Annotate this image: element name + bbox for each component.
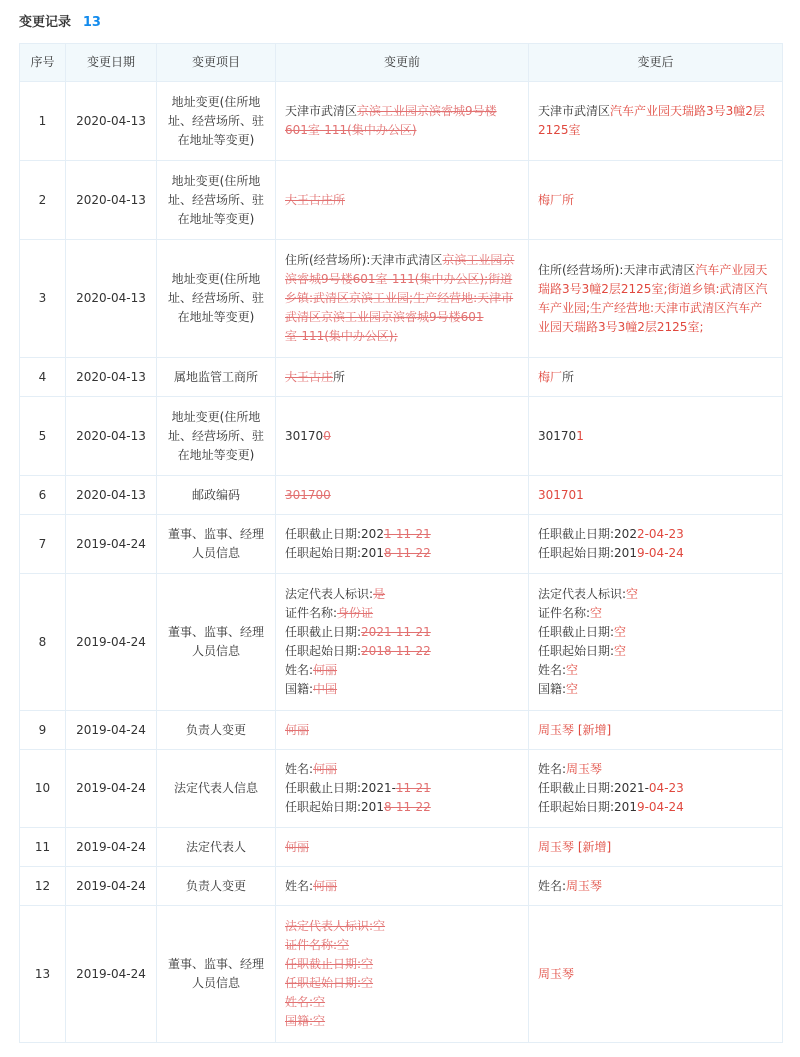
value-before	[276, 574, 529, 711]
table-row	[20, 358, 783, 397]
table-body	[20, 82, 783, 1043]
deleted-text: 0	[323, 428, 331, 443]
deleted-text: 何丽	[313, 878, 338, 893]
row-number: 4	[20, 358, 66, 397]
deleted-text: 何丽	[285, 722, 310, 737]
inserted-text: 空	[566, 663, 579, 677]
section-title: 变更记录	[19, 15, 72, 30]
after-line	[538, 642, 773, 661]
column-header-item: 变更项目	[157, 44, 276, 82]
unchanged-text: 姓名:	[285, 878, 314, 893]
deleted-text: 8-11-22	[383, 546, 431, 560]
value-after	[529, 574, 783, 711]
value-before	[276, 82, 529, 161]
before-line	[285, 544, 519, 563]
row-number: 11	[20, 828, 66, 867]
value-before	[276, 867, 529, 906]
unchanged-text: 天津市武清区	[285, 104, 358, 118]
inserted-text: 空	[614, 644, 627, 658]
before-line	[285, 623, 519, 642]
table-row	[20, 240, 783, 358]
unchanged-text: 证件名称:	[285, 606, 338, 620]
deleted-text: 2021-11-21	[361, 625, 431, 639]
value-after	[529, 867, 783, 906]
before-line	[285, 955, 519, 974]
before-line	[285, 191, 519, 210]
after-line	[538, 368, 773, 387]
value-after	[529, 711, 783, 750]
inserted-text: 空	[590, 606, 603, 620]
after-line	[538, 191, 773, 210]
unchanged-text: 任职截止日期:202	[285, 527, 384, 541]
value-after	[529, 397, 783, 476]
unchanged-text: 所	[333, 369, 346, 384]
before-line	[285, 838, 519, 857]
row-number: 6	[20, 476, 66, 515]
before-line	[285, 525, 519, 544]
before-line	[285, 604, 519, 623]
change-date: 2019-04-24	[66, 574, 157, 711]
unchanged-text: 法定代表人标识:	[538, 587, 627, 601]
unchanged-text: 30170	[538, 428, 577, 443]
change-date: 2019-04-24	[66, 867, 157, 906]
inserted-text: 301701	[538, 487, 584, 502]
before-line	[285, 102, 519, 140]
after-line	[538, 721, 773, 740]
change-item: 地址变更(住所地址、经营场所、驻在地址等变更)	[157, 161, 276, 240]
value-after	[529, 750, 783, 828]
unchanged-text: 任职截止日期:202	[538, 527, 637, 541]
change-item: 负责人变更	[157, 711, 276, 750]
deleted-text: 11-21	[395, 781, 431, 795]
unchanged-text: 任职截止日期:	[538, 625, 615, 639]
column-header-after: 变更后	[529, 44, 783, 82]
row-number: 8	[20, 574, 66, 711]
after-line	[538, 965, 773, 984]
inserted-text: 9-04-24	[636, 546, 684, 560]
unchanged-text: 所	[562, 369, 575, 384]
inserted-text: 空	[626, 587, 639, 601]
value-after	[529, 161, 783, 240]
change-date: 2020-04-13	[66, 240, 157, 358]
inserted-text: 汽车产业园天瑞路3号3幢2层2125室	[538, 104, 765, 137]
deleted-text: 中国	[313, 682, 338, 696]
unchanged-text: 姓名:	[285, 762, 314, 776]
change-date: 2019-04-24	[66, 750, 157, 828]
unchanged-text: 任职起始日期:201	[285, 800, 384, 814]
inserted-text: 空	[614, 625, 627, 639]
change-item: 董事、监事、经理人员信息	[157, 515, 276, 574]
before-line	[285, 368, 519, 387]
table-header	[20, 44, 783, 82]
table-row	[20, 867, 783, 906]
deleted-text: 身份证	[337, 606, 374, 620]
before-line	[285, 486, 519, 505]
after-line	[538, 261, 773, 337]
unchanged-text: 任职起始日期:	[285, 644, 362, 658]
unchanged-text: 国籍:	[285, 682, 314, 696]
after-line	[538, 544, 773, 563]
record-count: 13	[82, 15, 101, 30]
unchanged-text: 姓名:	[538, 762, 567, 776]
deleted-text: 姓名:空	[285, 995, 326, 1009]
inserted-text: 周玉琴	[566, 762, 603, 776]
unchanged-text: 姓名:	[538, 878, 567, 893]
inserted-text: 周玉琴	[566, 878, 603, 893]
change-date: 2020-04-13	[66, 397, 157, 476]
after-line	[538, 486, 773, 505]
row-number: 7	[20, 515, 66, 574]
before-line	[285, 974, 519, 993]
inserted-text: 梅厂所	[538, 192, 575, 207]
before-line	[285, 642, 519, 661]
table-row	[20, 515, 783, 574]
row-number: 5	[20, 397, 66, 476]
value-after	[529, 515, 783, 574]
change-item: 董事、监事、经理人员信息	[157, 906, 276, 1043]
unchanged-text: 30170	[285, 428, 324, 443]
table-row	[20, 397, 783, 476]
value-after	[529, 828, 783, 867]
value-after	[529, 906, 783, 1043]
unchanged-text: 住所(经营场所):天津市武清区	[285, 253, 443, 267]
before-line	[285, 721, 519, 740]
unchanged-text: 法定代表人标识:	[285, 587, 374, 601]
deleted-text: 任职截止日期:空	[285, 957, 374, 971]
column-header-date: 变更日期	[66, 44, 157, 82]
value-before	[276, 476, 529, 515]
before-line	[285, 251, 519, 346]
deleted-text: 国籍:空	[285, 1014, 326, 1028]
row-number: 9	[20, 711, 66, 750]
unchanged-text: 国籍:	[538, 682, 567, 696]
table-row	[20, 906, 783, 1043]
before-line	[285, 1012, 519, 1031]
value-after	[529, 82, 783, 161]
deleted-text: 8-11-22	[383, 800, 431, 814]
change-item: 邮政编码	[157, 476, 276, 515]
table-header-row	[20, 44, 783, 82]
inserted-text: 空	[566, 682, 579, 696]
before-line	[285, 877, 519, 896]
change-item: 地址变更(住所地址、经营场所、驻在地址等变更)	[157, 82, 276, 161]
value-before	[276, 161, 529, 240]
before-line	[285, 993, 519, 1012]
unchanged-text: 住所(经营场所):天津市武清区	[538, 262, 696, 277]
deleted-text: 301700	[285, 487, 331, 502]
column-header-no: 序号	[20, 44, 66, 82]
change-date: 2020-04-13	[66, 161, 157, 240]
deleted-text: 是	[373, 587, 386, 601]
before-line	[285, 917, 519, 936]
table-row	[20, 711, 783, 750]
table-row	[20, 82, 783, 161]
column-header-before: 变更前	[276, 44, 529, 82]
change-item: 地址变更(住所地址、经营场所、驻在地址等变更)	[157, 240, 276, 358]
before-line	[285, 779, 519, 798]
inserted-text: 梅厂	[538, 369, 563, 384]
inserted-text: 周玉琴 [新增]	[538, 839, 612, 854]
unchanged-text: 任职起始日期:201	[538, 800, 637, 814]
after-line	[538, 798, 773, 817]
table-row	[20, 161, 783, 240]
change-item: 法定代表人	[157, 828, 276, 867]
unchanged-text: 证件名称:	[538, 606, 591, 620]
before-line	[285, 427, 519, 446]
change-item: 地址变更(住所地址、经营场所、驻在地址等变更)	[157, 397, 276, 476]
change-date: 2020-04-13	[66, 358, 157, 397]
table-row	[20, 574, 783, 711]
unchanged-text: 姓名:	[285, 663, 314, 677]
change-date: 2019-04-24	[66, 828, 157, 867]
inserted-text: 2-04-23	[636, 527, 684, 541]
change-date: 2019-04-24	[66, 906, 157, 1043]
value-before	[276, 828, 529, 867]
change-date: 2019-04-24	[66, 711, 157, 750]
after-line	[538, 525, 773, 544]
row-number: 1	[20, 82, 66, 161]
deleted-text: 何丽	[285, 839, 310, 854]
after-line	[538, 779, 773, 798]
inserted-text: 9-04-24	[636, 800, 684, 814]
unchanged-text: 任职截止日期:	[285, 625, 362, 639]
value-before	[276, 358, 529, 397]
value-after	[529, 358, 783, 397]
value-before	[276, 515, 529, 574]
before-line	[285, 760, 519, 779]
change-date: 2020-04-13	[66, 82, 157, 161]
deleted-text: 大王古庄	[285, 369, 334, 384]
unchanged-text: 任职截止日期:2021-	[538, 781, 649, 795]
before-line	[285, 585, 519, 604]
deleted-text: 京滨工业园京滨睿城9号楼601室-111(集中办公区)	[285, 104, 497, 137]
before-line	[285, 680, 519, 699]
deleted-text: 1-11-21	[383, 527, 431, 541]
deleted-text: 大王古庄所	[285, 192, 346, 207]
deleted-text: 证件名称:空	[285, 938, 350, 952]
change-date: 2019-04-24	[66, 515, 157, 574]
before-line	[285, 798, 519, 817]
row-number: 10	[20, 750, 66, 828]
before-line	[285, 661, 519, 680]
after-line	[538, 623, 773, 642]
deleted-text: 法定代表人标识:空	[285, 919, 386, 933]
value-after	[529, 476, 783, 515]
after-line	[538, 680, 773, 699]
before-line	[285, 936, 519, 955]
deleted-text: 何丽	[313, 762, 338, 776]
inserted-text: 周玉琴	[538, 966, 575, 981]
after-line	[538, 604, 773, 623]
deleted-text: 京滨工业园京滨睿城9号楼601室-111(集中办公区);街道乡镇:武清区京滨工业园;生产经营地:天津市武清区京滨工业园京滨睿城9号楼601室-111(集中办公区);	[285, 253, 515, 343]
row-number: 2	[20, 161, 66, 240]
unchanged-text: 任职起始日期:201	[285, 546, 384, 560]
table-row	[20, 750, 783, 828]
inserted-text: 周玉琴 [新增]	[538, 722, 612, 737]
change-date: 2020-04-13	[66, 476, 157, 515]
change-item: 负责人变更	[157, 867, 276, 906]
row-number: 3	[20, 240, 66, 358]
after-line	[538, 661, 773, 680]
value-after	[529, 240, 783, 358]
unchanged-text: 任职截止日期:2021-	[285, 781, 396, 795]
table-row	[20, 828, 783, 867]
change-records-table	[19, 43, 783, 1043]
row-number: 13	[20, 906, 66, 1043]
unchanged-text: 任职起始日期:	[538, 644, 615, 658]
value-before	[276, 750, 529, 828]
after-line	[538, 585, 773, 604]
inserted-text: 04-23	[648, 781, 684, 795]
change-item: 董事、监事、经理人员信息	[157, 574, 276, 711]
after-line	[538, 102, 773, 140]
unchanged-text: 姓名:	[538, 663, 567, 677]
row-number: 12	[20, 867, 66, 906]
deleted-text: 任职起始日期:空	[285, 976, 374, 990]
inserted-text: 汽车产业园天瑞路3号3幢2层2125室;街道乡镇:武清区汽车产业园;生产经营地:天津市武清区汽车产业园天瑞路3号3幢2层2125室;	[538, 262, 768, 334]
after-line	[538, 427, 773, 446]
change-item: 属地监管工商所	[157, 358, 276, 397]
section-header	[19, 13, 101, 31]
value-before	[276, 240, 529, 358]
after-line	[538, 877, 773, 896]
value-before	[276, 906, 529, 1043]
inserted-text: 1	[576, 428, 584, 443]
change-item: 法定代表人信息	[157, 750, 276, 828]
after-line	[538, 760, 773, 779]
value-before	[276, 711, 529, 750]
table-row	[20, 476, 783, 515]
value-before	[276, 397, 529, 476]
after-line	[538, 838, 773, 857]
unchanged-text: 天津市武清区	[538, 104, 611, 118]
unchanged-text: 任职起始日期:201	[538, 546, 637, 560]
deleted-text: 2018-11-22	[361, 644, 431, 658]
deleted-text: 何丽	[313, 663, 338, 677]
